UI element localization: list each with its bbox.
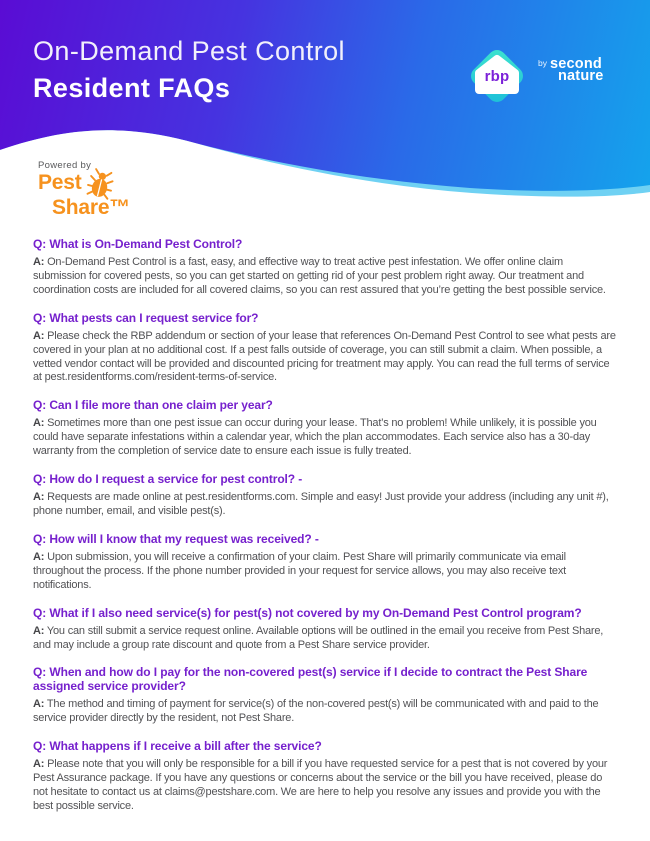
answer-prefix: A: <box>33 698 45 711</box>
rbp-logo <box>464 47 530 107</box>
faq-answer <box>33 330 617 386</box>
faq-answer <box>33 256 617 298</box>
powered-by-label: Powered by <box>38 160 92 171</box>
faq-answer <box>33 758 617 814</box>
faq-item <box>33 472 617 519</box>
second-nature-line2: nature <box>557 68 604 84</box>
faq-item <box>33 237 617 298</box>
answer-prefix: A: <box>33 256 45 268</box>
answer-text: Requests are made online at pest.residentforms.com. Simple and easy! Just provide your address (including any unit #), phone number, email, and visible pest(s). <box>33 491 609 517</box>
faq-question: Q: When and how do I pay for the non-covered pest(s) service if I decide to contract the Pest Share assigned service provider? <box>33 665 588 694</box>
header-banner <box>0 0 650 219</box>
answer-text: Please note that you will only be responsible for a bill if you have requested service for a pest that is not covered by your Pest Assurance package. If you have any questions or concerns about the service or the bill you have received, please do not hesitate to contact us at claims@pestshare.com. We are here to help you resolve any issues and provide you with the best possible service. <box>33 758 608 812</box>
rbp-logo-text: rbp <box>484 68 510 85</box>
faq-item <box>33 665 617 726</box>
answer-text: Sometimes more than one pest issue can occur during your lease. That’s no problem! While unlikely, it is possible you could have separate infestations within a calendar year, which the plan accommodates. Each service also has a 30-day warranty from the completion of service date to ensure each issue is fully treated. <box>33 417 597 458</box>
answer-text: Upon submission, you will receive a confirmation of your claim. Pest Share will primarily communicate via email throughout the process. If the phone number provided in your request for service allows, you may also receive text notifications. <box>33 550 566 591</box>
answer-prefix: A: <box>33 417 45 430</box>
second-nature-wordmark <box>538 58 604 85</box>
answer-text: Please check the RBP addendum or section of your lease that references On-Demand Pest Control to see what pests are covered in your plan at no additional cost. If a pest falls outside of coverage, you can still submit a claim. When possible, a vetted vendor contact will be provided and discounted pricing for treatment may apply. You can read the full terms of service at pest.residentforms.com/resident-terms-of-service. <box>33 329 616 384</box>
answer-prefix: A: <box>33 329 45 342</box>
faq-question: Q: Can I file more than one claim per year? <box>33 398 273 413</box>
faq-item <box>33 606 617 653</box>
faq-answer <box>33 551 617 593</box>
faq-answer <box>33 625 617 653</box>
faq-answer <box>33 698 617 726</box>
faq-question: Q: What happens if I receive a bill after the service? <box>33 739 322 754</box>
by-label: by <box>538 58 547 68</box>
page-title-line2: Resident FAQs <box>33 73 231 104</box>
answer-text: The method and timing of payment for service(s) of the non-covered pest(s) will be communicated with and paid to the service provider directly by the resident, not Pest Share. <box>33 698 599 725</box>
faq-question: Q: What pests can I request service for? <box>33 310 259 325</box>
answer-prefix: A: <box>33 491 45 504</box>
page-title-line1: On-Demand Pest Control <box>33 36 345 66</box>
answer-prefix: A: <box>33 758 45 771</box>
answer-text: On-Demand Pest Control is a fast, easy, and effective way to treat active pest infestation. We offer online claim submission for covered pests, so you can get started on getting rid of your pest problem right away. Our treatment and coordination costs are included for all covered claims, so you can rest assured that you’re getting the best possible service. <box>33 256 606 296</box>
faq-answer <box>33 491 617 519</box>
faq-list <box>33 237 617 814</box>
faq-question: Q: How will I know that my request was received? - <box>33 531 319 546</box>
faq-question: Q: How do I request a service for pest control? - <box>33 472 303 487</box>
pestshare-word-share: Share™ <box>52 196 131 219</box>
answer-text: You can still submit a service request online. Available options will be outlined in the email you receive from Pest Share, and may include a group rate discount and quote from a Pest Share service provider. <box>33 624 604 651</box>
faq-question: Q: What if I also need service(s) for pest(s) not covered by my On-Demand Pest Control program? <box>33 605 582 620</box>
faq-answer <box>33 417 617 459</box>
second-nature-line1: second <box>549 56 602 72</box>
faq-question: Q: What is On-Demand Pest Control? <box>33 237 243 251</box>
pestshare-logo <box>38 160 130 217</box>
faq-item <box>33 311 617 386</box>
page-title <box>33 36 345 104</box>
faq-item <box>33 398 617 459</box>
answer-prefix: A: <box>33 550 45 563</box>
faq-item <box>33 739 617 814</box>
faq-item <box>33 532 617 593</box>
pestshare-word-pest: Pest <box>38 171 82 194</box>
answer-prefix: A: <box>33 624 45 637</box>
